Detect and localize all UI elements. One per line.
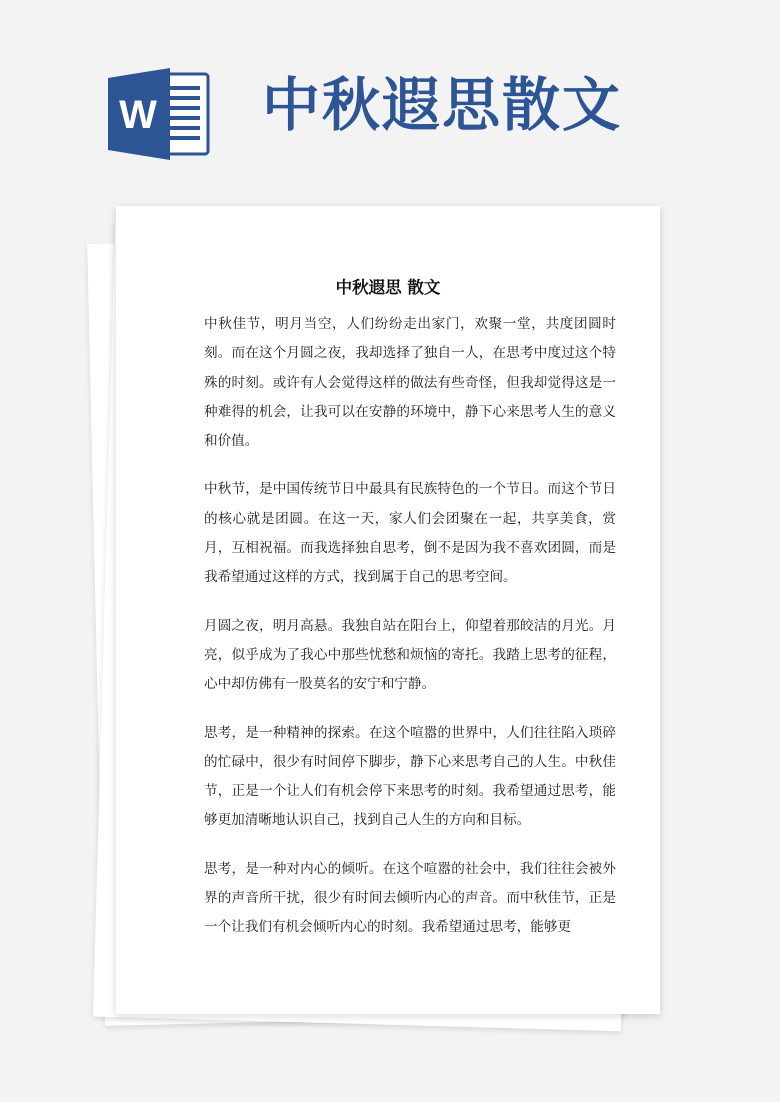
paragraph: 月圆之夜，明月高悬。我独自站在阳台上，仰望着那皎洁的月光。月亮，似乎成为了我心中那些忧愁和烦恼的寄托。我踏上思考的征程，心中却仿佛有一股莫名的安宁和宁静。 [204,617,616,693]
paragraph: 中秋节，是中国传统节日中最具有民族特色的一个节日。而这个节日的核心就是团圆。在这一天，家人们会团聚在一起，共享美食，赏月，互相祝福。而我选择独自思考，倒不是因为我不喜欢团圆，而是我希望通过这样的方式，找到属于自己的思考空间。 [204,481,616,586]
paragraph: 中秋佳节，明月当空，人们纷纷走出家门，欢聚一堂，共度团圆时刻。而在这个月圆之夜，我却选择了独自一人，在思考中度过这个特殊的时刻。或许有人会觉得这样的做法有些奇怪，但我却觉得这是一种难得的机会，让我可以在安静的环境中，静下心来思考人生的意义和价值。 [204,316,616,450]
paragraph: 思考，是一种对内心的倾听。在这个喧嚣的社会中，我们往往会被外界的声音所干扰，很少有时间去倾听内心的声音。而中秋佳节，正是一个让我们有机会倾听内心的时刻。我希望通过思考，能够更 [204,860,616,936]
document-body [204,310,616,962]
document-page [116,206,660,1014]
word-doc-icon [108,68,212,160]
paragraph: 思考，是一种精神的探索。在这个喧嚣的世界中，人们往往陷入琐碎的忙碌中，很少有时间停下脚步，静下心来思考自己的人生。中秋佳节，正是一个让人们有机会停下来思考的时刻。我希望通过思考，能够更加清晰地认识自己，找到自己人生的方向和目标。 [204,724,616,829]
word-logo-letter: W [119,93,157,137]
banner-title: 中秋遐思散文 [262,71,623,139]
document-title: 中秋遐思 散文 [335,278,441,297]
